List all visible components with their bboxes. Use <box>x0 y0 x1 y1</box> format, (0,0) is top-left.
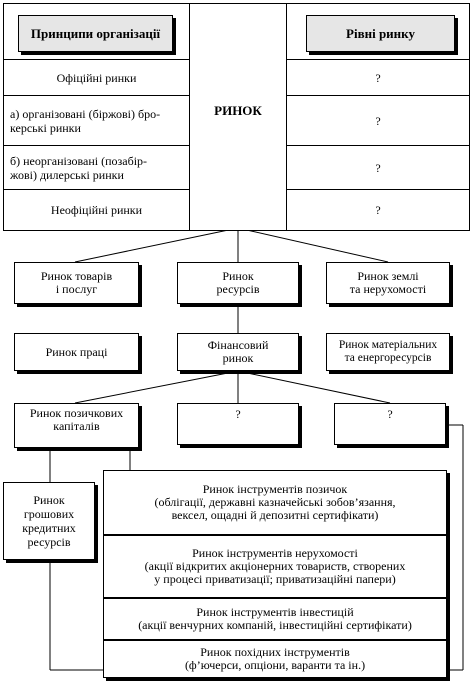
level-value: ? <box>375 113 381 128</box>
level-official <box>287 59 469 96</box>
levels-column <box>286 3 470 231</box>
row-label: а) організовані (біржові) бро- керські ринки <box>10 106 161 135</box>
row-official <box>4 59 189 96</box>
land-realty-market: Ринок землі та нерухомості <box>326 262 450 304</box>
row-label: б) неорганізовані (позабір- жові) дилерські ринки <box>10 153 148 182</box>
level-unorganized <box>287 146 469 190</box>
labor-market: Ринок праці <box>14 333 139 371</box>
row-organized <box>4 96 189 146</box>
loan-instruments-market: Ринок інструментів позичок (облігації, державні казначейські зобов’язання, вексел, ощадні й депозитні сертифікати) <box>103 470 447 535</box>
unknown-market-right: ? <box>334 403 446 445</box>
row-label: Офіційні ринки <box>56 70 137 85</box>
row-label: Неофіційні ринки <box>50 203 143 217</box>
level-organized <box>287 96 469 146</box>
loan-capital-market: Ринок позичкових капіталів <box>14 403 139 448</box>
level-value: ? <box>375 203 381 217</box>
row-unofficial <box>4 190 189 230</box>
level-value: ? <box>375 160 381 175</box>
principles-header: Принципи організації <box>18 15 173 52</box>
financial-market: Фінансовий ринок <box>177 333 299 371</box>
goods-services-market: Ринок товарів і послуг <box>14 262 139 304</box>
derivative-instruments-market: Ринок похідних інструментів (ф’ючерси, опціони, варанти та ін.) <box>103 640 447 678</box>
row-unorganized <box>4 146 189 190</box>
resources-market: Ринок ресурсів <box>177 262 299 304</box>
realty-instruments-market: Ринок інструментів нерухомості (акції відкритих акціонерних товариств, створених у процесі приватизації; приватизаційні папери) <box>103 535 447 598</box>
level-unofficial <box>287 190 469 230</box>
unknown-market-center: ? <box>177 403 299 445</box>
investment-instruments-market: Ринок інструментів інвестицій (акції венчурних компаній, інвестиційні сертифікати) <box>103 598 447 640</box>
levels-header: Рівні ринку <box>306 15 455 52</box>
market-center: РИНОК <box>190 3 286 231</box>
level-value: ? <box>375 70 381 85</box>
credit-resources-market: Ринок грошових кредитних ресурсів <box>3 482 95 560</box>
principles-column <box>3 3 190 231</box>
materials-energy-market: Ринок матеріальних та енергоресурсів <box>326 333 450 371</box>
